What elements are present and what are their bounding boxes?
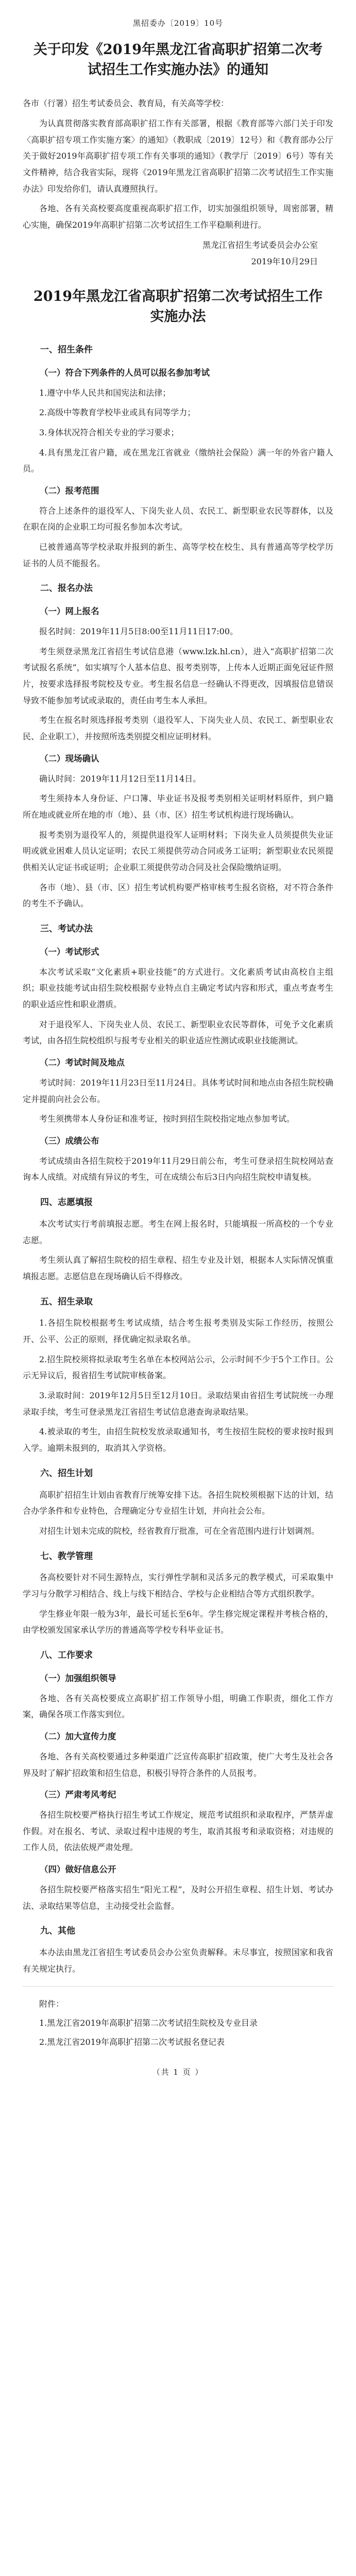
- signature-date: 2019年10月29日: [251, 256, 318, 266]
- body-paragraph: 4.被录取的考生，由招生院校发放录取通知书，考生按招生院校的要求按时报到入学。逾期未报到的，取消其入学资格。: [23, 1427, 333, 1453]
- section-heading: 九、其他: [40, 1926, 75, 1937]
- section-heading: 八、工作要求: [40, 1650, 93, 1661]
- subsection-heading: （二）考试时间及地点: [40, 1058, 125, 1068]
- attachment-item: 2.黑龙江省2019年高职扩招第二次考试报名登记表: [39, 2037, 225, 2047]
- body-paragraph: 各招生院校要严格落实招生“阳光工程”，及时公开招生章程、招生计划、考试办法、录取结果等信息，主动接受社会监督。: [23, 1884, 333, 1911]
- measures-title: 2019年黑龙江省高职扩招第二次考试招生工作实施办法: [33, 288, 323, 325]
- body-paragraph: 已被普通高等学校录取并报到的新生、高等学校在校生、具有普通高等学校学历证书的人员不能报名。: [23, 542, 333, 568]
- body-paragraph: 学生修业年限一般为3年，最长可延长至6年。学生修完规定课程并考核合格的，由学校颁发国家承认学历的普通高等学校专科毕业证书。: [23, 1608, 333, 1635]
- notice-paragraph: 为认真贯彻落实教育部高职扩招工作有关部署，根据《教育部等六部门关于印发〈高职扩招专项工作实施方案〉的通知》（教职成〔2019〕12号）和《教育部办公厅关于做好2019年高职扩招专项工作有关事项的通知》（教学厅〔2019〕6号）等有关文件精神，结合我省实际，现将《2019年黑龙江省高职扩招第二次考试招生工作实施办法》印发给你们，请认真遵照执行。: [23, 118, 333, 194]
- body-paragraph: 2.招生院校须将拟录取考生名单在本校网站公示，公示时间不少于5个工作日。公示无异议后，报省招生考试院审核备案。: [23, 1354, 333, 1381]
- subsection-heading: （一）考试形式: [40, 946, 99, 957]
- body-paragraph: 考生须持本人身份证、户口簿、毕业证书及报考类别相关证明材料原件，到户籍所在地或就业所在地的市（地）、县（市、区）招生考试机构进行现场确认。: [23, 793, 333, 820]
- body-paragraph: 考生在报名时须选择报考类别（退役军人、下岗失业人员、农民工、新型职业农民、企业职工），并按照所选类别提交相应证明材料。: [23, 715, 333, 742]
- body-paragraph: 本次考试采取“文化素质+职业技能”的方式进行。文化素质考试由高校自主组织；职业技能考试由招生院校根据专业特点自主确定考试内容和形式，重点考查考生的职业适应性和职业潜质。: [23, 967, 333, 1009]
- body-paragraph: 各招生院校要严格执行招生考试工作规定，规范考试组织和录取程序，严禁弄虚作假。对在报名、考试、录取过程中违规的考生，取消其报考和录取资格；对违规的工作人员，依法依规严肃处理。: [23, 1810, 333, 1853]
- body-paragraph: 考生须登录黑龙江省招生考试信息港（www.lzk.hl.cn），进入“高职扩招第二次考试报名系统”，如实填写个人基本信息、报考类别等，上传本人近期正面免冠证件照片，按要求选择报考院校及专业。考生报名信息一经确认不得更改，因填报信息错误导致不能参加考试或录取的，责任由考生本人承担。: [23, 646, 333, 705]
- body-paragraph: 报考类别为退役军人的，须提供退役军人证明材料；下岗失业人员须提供失业证明或就业困难人员认定证明；农民工须提供劳动合同或务工证明；新型职业农民须提供相关认定证书或证明；企业职工须提供劳动合同及社会保险缴纳证明。: [23, 829, 333, 872]
- section-heading: 四、志愿填报: [40, 1197, 93, 1208]
- attachments-label: 附件：: [39, 1999, 64, 2009]
- subsection-heading: （四）做好信息公开: [40, 1865, 116, 1875]
- section-heading: 七、教学管理: [40, 1551, 93, 1562]
- signature-org: 黑龙江省招生考试委员会办公室: [202, 240, 318, 250]
- section-heading: 一、招生条件: [40, 344, 93, 355]
- subsection-heading: （二）加大宣传力度: [40, 1732, 116, 1742]
- body-paragraph: 报名时间：2019年11月5日8:00至11月11日17:00。: [39, 626, 239, 637]
- body-paragraph: 对招生计划未完成的院校，经省教育厅批准，可在全省范围内进行计划调剂。: [39, 1526, 320, 1536]
- subsection-heading: （二）现场确认: [40, 753, 99, 764]
- body-paragraph: 3.录取时间：2019年12月5日至12月10日。录取结果由省招生考试院统一办理录取手续，考生可登录黑龙江省招生考试信息港查询录取结果。: [23, 1391, 333, 1417]
- body-paragraph: 各高校要针对不同生源特点，实行弹性学制和灵活多元的教学模式，可采取集中学习与分散学习相结合、线上与线下相结合、学校与企业相结合等方式组织教学。: [23, 1572, 333, 1599]
- subsection-heading: （一）加强组织领导: [40, 1673, 116, 1683]
- section-heading: 五、招生录取: [40, 1296, 93, 1307]
- subsection-heading: （二）报考范围: [40, 485, 99, 496]
- body-paragraph: 3.身体状况符合相关专业的学习要求；: [39, 427, 179, 437]
- body-paragraph: 2.高级中等教育学校毕业或具有同等学力；: [39, 408, 196, 418]
- body-paragraph: 各地、各有关高校要通过多种渠道广泛宣传高职扩招政策，使广大考生及社会各界及时了解扩招政策和招生信息，积极引导符合条件的人员报考。: [23, 1751, 333, 1778]
- body-paragraph: 本次考试实行考前填报志愿。考生在网上报名时，只能填报一所高校的一个专业志愿。: [23, 1218, 333, 1245]
- body-paragraph: 高职扩招招生计划由省教育厅统筹安排下达。各招生院校须根据下达的计划，结合办学条件和专业特色，合理确定分专业招生计划，并向社会公布。: [23, 1489, 333, 1516]
- subsection-heading: （三）严肃考风考纪: [40, 1790, 116, 1800]
- body-paragraph: 考生须认真了解招生院校的招生章程、招生专业及计划，根据本人实际情况慎重填报志愿。志愿信息在现场确认后不得修改。: [23, 1255, 333, 1281]
- section-heading: 二、报名办法: [40, 583, 93, 594]
- notice-paragraph: 各地、各有关高校要高度重视高职扩招工作，切实加强组织领导，周密部署，精心实施，确保2019年高职扩招第二次考试招生工作平稳顺利进行。: [23, 204, 333, 230]
- body-paragraph: 1.各招生院校根据考生考试成绩，结合考生报考类别及实际工作经历，按照公开、公平、公正的原则，择优确定拟录取名单。: [23, 1318, 333, 1345]
- section-heading: 三、考试办法: [40, 924, 93, 934]
- subsection-heading: （三）成绩公布: [40, 1136, 99, 1146]
- notice-body: [23, 115, 333, 233]
- doc-number: 黑招委办〔2019〕10号: [132, 19, 224, 28]
- subsection-heading: （一）符合下列条件的人员可以报名参加考试: [40, 367, 210, 378]
- body-paragraph: 确认时间：2019年11月12日至11月14日。: [39, 773, 201, 784]
- notice-title: 关于印发《2019年黑龙江省高职扩招第二次考试招生工作实施办法》的通知: [33, 42, 323, 78]
- body-paragraph: 符合上述条件的退役军人、下岗失业人员、农民工、新型职业农民等群体，以及在职在岗的企业职工均可报名参加本次考试。: [23, 505, 333, 532]
- body-paragraph: 本办法由黑龙江省招生考试委员会办公室负责解释。未尽事宜，按照国家和我省有关规定执行。: [23, 1947, 333, 1974]
- body-paragraph: 对于退役军人、下岗失业人员、农民工、新型职业农民等群体，可免予文化素质考试，由各招生院校组织与报考专业相关的职业适应性测试或职业技能测试。: [23, 1019, 333, 1046]
- body-paragraph: 4.具有黑龙江省户籍，或在黑龙江省就业（缴纳社会保险）满一年的外省户籍人员。: [23, 447, 333, 474]
- attachment-item: 1.黑龙江省2019年高职扩招第二次考试招生院校及专业目录: [39, 2018, 258, 2028]
- divider: [23, 1986, 333, 1987]
- body-paragraph: 1.遵守中华人民共和国宪法和法律；: [39, 387, 171, 398]
- recipients: 各市（行署）招生考试委员会、教育局，有关高等学校：: [23, 98, 229, 109]
- body-paragraph: 考试成绩由各招生院校于2019年11月29日前公布，考生可登录招生院校网站查询本人成绩。对成绩有异议的考生，可在成绩公布后3日内向招生院校申请复核。: [23, 1156, 333, 1182]
- attachments-list: [23, 2015, 333, 2051]
- section-heading: 六、招生计划: [40, 1468, 93, 1479]
- body-paragraph: 各市（地）、县（市、区）招生考试机构要严格审核考生报名资格，对不符合条件的考生不予确认。: [23, 882, 333, 909]
- body-paragraph: 各地、各有关高校要成立高职扩招工作领导小组，明确工作职责，细化工作方案，确保各项工作落实到位。: [23, 1693, 333, 1720]
- measures-body: [23, 341, 333, 1977]
- body-paragraph: 考试时间：2019年11月23日至11月24日。具体考试时间和地点由各招生院校确定并提前向社会公布。: [23, 1077, 333, 1104]
- page-footer: （共 1 页 ）: [152, 2067, 204, 2077]
- body-paragraph: 考生须携带本人身份证和准考证，按时到招生院校指定地点参加考试。: [39, 1114, 295, 1124]
- subsection-heading: （一）网上报名: [40, 606, 99, 617]
